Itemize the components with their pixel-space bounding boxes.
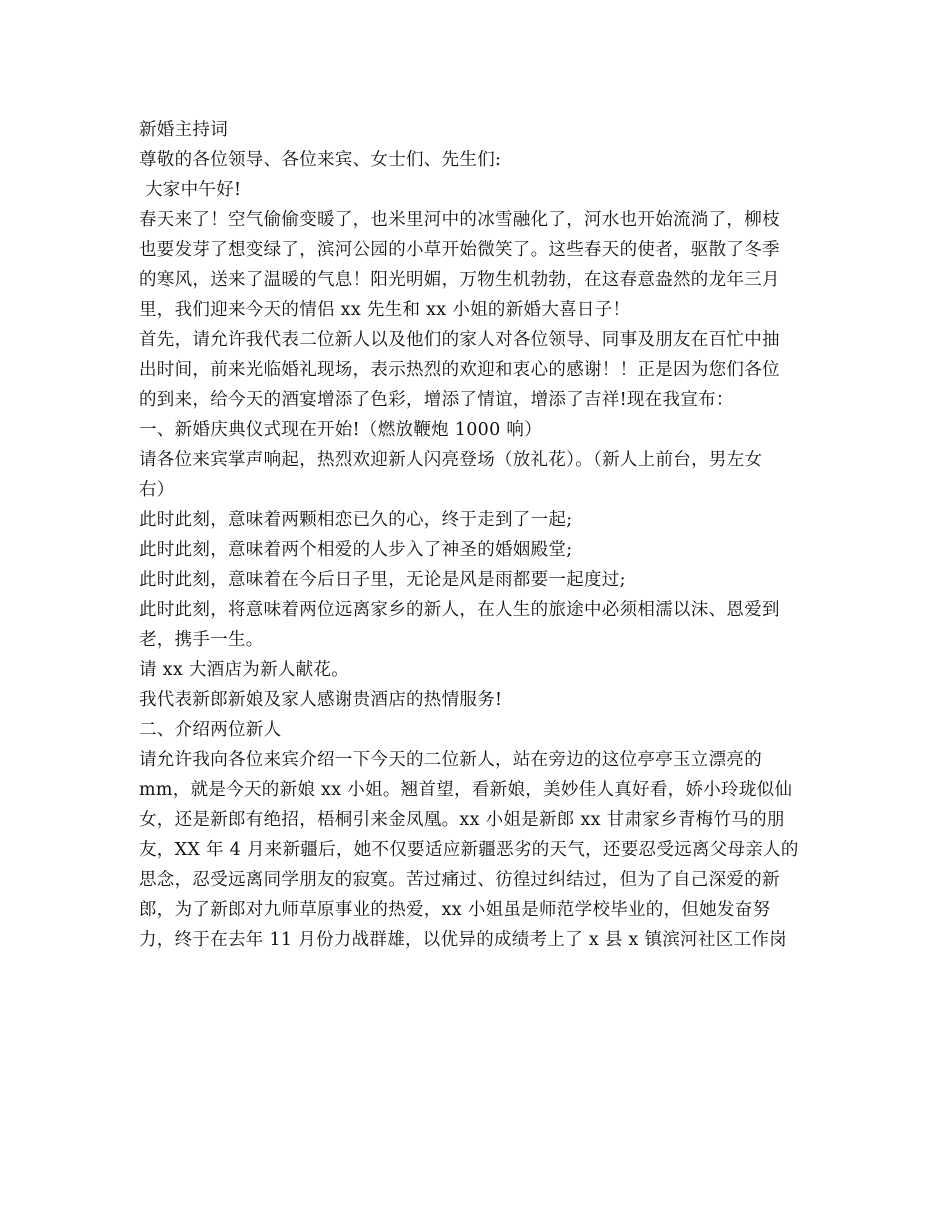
paragraph-line: 里，我们迎来今天的情侣 xx 先生和 xx 小姐的新婚大喜日子！ <box>139 300 631 320</box>
paragraph-line: 此时此刻，意味着两颗相恋已久的心，终于走到了一起; <box>139 510 573 530</box>
paragraph-line: 出时间，前来光临婚礼现场，表示热烈的欢迎和衷心的感谢！！正是因为您们各位 <box>139 360 780 380</box>
paragraph-line: 女，还是新郎有绝招，梧桐引来金凤凰。xx 小姐是新郎 xx 甘肃家乡青梅竹马的朋 <box>139 810 785 830</box>
paragraph-line: 此时此刻，意味着在今后日子里，无论是风是雨都要一起度过; <box>139 570 626 590</box>
paragraph-line: 的到来，给今天的酒宴增添了色彩，增添了情谊，增添了吉祥!现在我宣布： <box>139 390 734 410</box>
paragraph-line: 的寒风，送来了温暖的气息！阳光明媚，万物生机勃勃，在这春意盎然的龙年三月 <box>139 270 780 290</box>
paragraph-line: 右） <box>139 480 175 500</box>
paragraph-line: 请允许我向各位来宾介绍一下今天的二位新人，站在旁边的这位亭亭玉立漂亮的 <box>139 750 762 770</box>
section-heading: 一、新婚庆典仪式现在开始!（燃放鞭炮 1000 响） <box>139 420 542 440</box>
paragraph-line: 请 xx 大酒店为新人献花。 <box>139 660 350 680</box>
document-body <box>139 115 819 955</box>
greeting-line: 尊敬的各位领导、各位来宾、女士们、先生们: <box>139 150 502 170</box>
paragraph-line: mm，就是今天的新娘 xx 小姐。翘首望，看新娘，美妙佳人真好看，娇小玲珑似仙 <box>139 780 793 800</box>
paragraph-line: 老，携手一生。 <box>139 630 264 650</box>
section-heading: 二、介绍两位新人 <box>139 720 282 740</box>
document-title: 新婚主持词 <box>139 120 228 140</box>
paragraph-line: 首先，请允许我代表二位新人以及他们的家人对各位领导、同事及朋友在百忙中抽 <box>139 330 780 350</box>
paragraph-line: 友，XX 年 4 月来新疆后，她不仅要适应新疆恶劣的天气，还要忍受远离父母亲人的 <box>139 840 799 860</box>
paragraph-line: 春天来了！空气偷偷变暖了，也米里河中的冰雪融化了，河水也开始流淌了，柳枝 <box>139 210 780 230</box>
greeting-noon-line: 大家中午好! <box>145 180 242 200</box>
paragraph-line: 请各位来宾掌声响起，热烈欢迎新人闪亮登场（放礼花）。（新人上前台，男左女 <box>139 450 763 470</box>
paragraph-line: 力，终于在去年 11 月份力战群雄，以优异的成绩考上了 x 县 x 镇滨河社区工作岗 <box>139 930 787 950</box>
paragraph-line: 思念，忍受远离同学朋友的寂寞。苦过痛过、彷徨过纠结过，但为了自己深爱的新 <box>139 870 780 890</box>
paragraph-line: 我代表新郎新娘及家人感谢贵酒店的热情服务! <box>139 690 503 710</box>
paragraph-line: 此时此刻，意味着两个相爱的人步入了神圣的婚姻殿堂; <box>139 540 573 560</box>
paragraph-line: 此时此刻，将意味着两位远离家乡的新人，在人生的旅途中必须相濡以沫、恩爱到 <box>139 600 780 620</box>
paragraph-line: 也要发芽了想变绿了，滨河公园的小草开始微笑了。这些春天的使者，驱散了冬季 <box>139 240 780 260</box>
paragraph-line: 郎，为了新郎对九师草原事业的热爱，xx 小姐虽是师范学校毕业的，但她发奋努 <box>139 900 771 920</box>
